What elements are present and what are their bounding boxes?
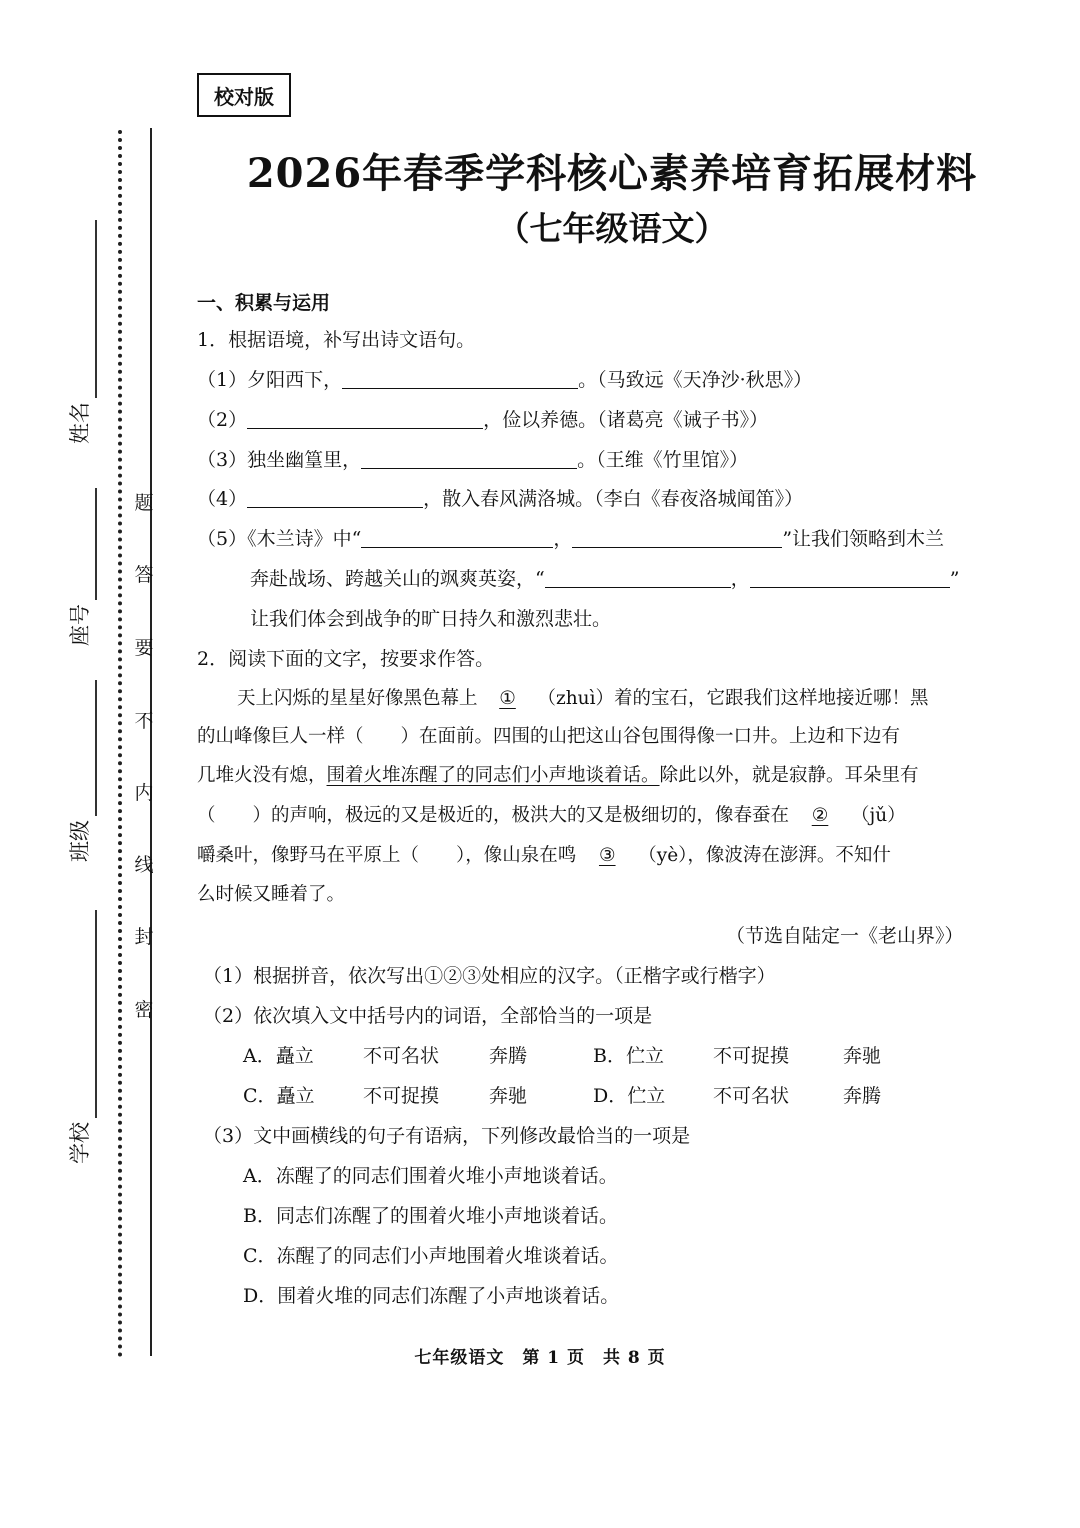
- class-write-line[interactable]: [95, 680, 97, 816]
- sub-2-options-row-1: [243, 1043, 881, 1069]
- seal-char: 不: [134, 710, 154, 732]
- question-1-item-5: [197, 526, 944, 552]
- side-field-name-label: 姓名: [68, 402, 92, 444]
- pinyin-blank-1[interactable]: ①: [499, 688, 516, 709]
- item-text: （2）: [197, 409, 248, 431]
- option-c-label[interactable]: C．矗立: [243, 1085, 315, 1107]
- question-2-sub-3: （3）文中画横线的句子有语病，下列修改最恰当的一项是: [203, 1125, 691, 1147]
- sub-3-option-d[interactable]: D．围着火堆的同志们冻醒了小声地谈着话。: [243, 1285, 620, 1307]
- question-1-item-5-end: 让我们体会到战争的旷日持久和激烈悲壮。: [250, 608, 612, 630]
- sub-3-option-c[interactable]: C．冻醒了的同志们小声地围着火堆谈着话。: [243, 1245, 619, 1267]
- passage-line-1: [237, 686, 929, 712]
- passage-text: 除此以外，就是寂静。耳朵里有: [659, 765, 919, 786]
- item-text: ，散入春风满洛城。（李白《春夜洛城闻笛》）: [423, 488, 804, 510]
- answer-blank[interactable]: [750, 567, 950, 588]
- seal-char: 答: [134, 564, 154, 586]
- seal-char: 密: [134, 999, 154, 1021]
- page-subtitle: （七年级语文）: [496, 209, 728, 248]
- margin-solid-line: [150, 128, 152, 1356]
- item-text: 。（王维《竹里馆》）: [577, 449, 749, 471]
- answer-blank[interactable]: [361, 527, 553, 548]
- sub-3-option-b[interactable]: B．同志们冻醒了的围着火堆小声地谈着话。: [243, 1205, 618, 1227]
- question-1-item-3: [197, 447, 748, 473]
- sub-3-option-a[interactable]: A．冻醒了的同志们围着火堆小声地谈着话。: [243, 1165, 618, 1187]
- option-word: 奔驰: [489, 1085, 528, 1107]
- section-heading: 一、积累与运用: [197, 292, 331, 314]
- passage-text: 天上闪烁的星星好像黑色幕上: [237, 688, 478, 709]
- item-text: ，: [730, 568, 750, 590]
- passage-line-4: [197, 803, 906, 829]
- seal-char: 题: [134, 492, 154, 514]
- answer-blank[interactable]: [342, 368, 578, 389]
- pinyin-blank-2[interactable]: ②: [811, 805, 829, 826]
- passage-line-5: [197, 843, 891, 869]
- question-2-stem: 2．阅读下面的文字，按要求作答。: [197, 648, 495, 670]
- item-text: ”让我们领略到木兰: [782, 528, 945, 550]
- side-field-seat: [58, 604, 108, 646]
- option-word: 奔驰: [843, 1045, 882, 1067]
- answer-blank[interactable]: [545, 567, 731, 588]
- question-2-sub-1: （1）根据拼音，依次写出①②③处相应的汉字。（正楷字或行楷字）: [203, 965, 776, 987]
- question-1-item-4: [197, 486, 803, 512]
- item-text: ，俭以养德。（诸葛亮《诫子书》）: [483, 409, 769, 431]
- side-field-school-label: 学校: [68, 1122, 92, 1164]
- side-field-class: [58, 820, 108, 862]
- page-title: 2026年春季学科核心素养培育拓展材料: [246, 150, 978, 197]
- option-b-label[interactable]: B．伫立: [593, 1045, 664, 1067]
- passage-line-3: [197, 763, 919, 789]
- seal-char: 内: [134, 782, 154, 804]
- item-text: ，: [553, 528, 573, 550]
- side-field-name: [58, 402, 108, 444]
- seal-char: 要: [134, 637, 154, 659]
- answer-blank[interactable]: [247, 408, 483, 429]
- page-footer: 七年级语文 第 1 页 共 8 页: [414, 1348, 666, 1368]
- option-word: 不可名状: [713, 1085, 790, 1107]
- answer-blank[interactable]: [572, 527, 782, 548]
- underlined-sentence: 围着火堆冻醒了的同志们小声地谈着话。: [326, 765, 660, 786]
- side-field-seat-label: 座号: [68, 604, 92, 646]
- passage-line-2: 的山峰像巨人一样（ ）在面前。四围的山把这山谷包围得像一口井。上边和下边有: [197, 726, 901, 747]
- option-word: 奔腾: [489, 1045, 528, 1067]
- item-text: （1）夕阳西下，: [197, 369, 343, 391]
- answer-blank[interactable]: [361, 448, 577, 469]
- seat-write-line[interactable]: [95, 488, 97, 600]
- item-text: （5）《木兰诗》中“: [197, 528, 362, 550]
- option-a-label[interactable]: A．矗立: [243, 1045, 314, 1067]
- item-text: （4）: [197, 488, 248, 510]
- option-word: 不可捉摸: [363, 1085, 440, 1107]
- side-field-school: [58, 1122, 108, 1164]
- school-write-line[interactable]: [95, 910, 97, 1118]
- item-text: （3）独坐幽篁里，: [197, 449, 362, 471]
- question-1-stem: 1．根据语境，补写出诗文语句。: [197, 329, 476, 351]
- passage-text: （ ）的声响，极远的又是极近的，极洪大的又是极细切的，像春蚕在: [197, 805, 790, 826]
- pinyin-blank-3[interactable]: ③: [598, 845, 616, 866]
- name-write-line[interactable]: [95, 220, 97, 398]
- item-text: 奔赴战场、跨越关山的飒爽英姿，“: [250, 568, 545, 590]
- item-text: 。（马致远《天净沙·秋思》）: [578, 369, 813, 391]
- margin-dotted-line: [118, 130, 122, 1358]
- question-2-sub-2: （2）依次填入文中括号内的词语，全部恰当的一项是: [203, 1005, 653, 1027]
- passage-text: （zhuì）着的宝石，它跟我们这样地接近哪！黑: [537, 688, 929, 709]
- option-d-label[interactable]: D．伫立: [593, 1085, 666, 1107]
- passage-text: 嚼桑叶，像野马在平原上（ ），像山泉在鸣: [197, 845, 577, 866]
- option-word: 不可捉摸: [713, 1045, 790, 1067]
- answer-blank[interactable]: [247, 487, 423, 508]
- question-1-item-1: [197, 367, 812, 393]
- option-word: 不可名状: [363, 1045, 440, 1067]
- seal-char: 线: [134, 854, 154, 876]
- passage-line-6: 么时候又睡着了。: [197, 884, 346, 905]
- passage-text: （jǔ）: [851, 805, 906, 826]
- question-1-item-5-cont: [250, 566, 959, 592]
- seal-char: 封: [134, 926, 154, 948]
- question-1-item-2: [197, 407, 768, 433]
- passage-source: （节选自陆定一《老山界》）: [726, 925, 964, 947]
- side-field-class-label: 班级: [68, 820, 92, 862]
- proof-version-badge: 校对版: [197, 73, 291, 117]
- sub-2-options-row-2: [243, 1083, 881, 1109]
- passage-text: 几堆火没有熄，: [197, 765, 327, 786]
- option-word: 奔腾: [843, 1085, 882, 1107]
- item-text: ”: [949, 568, 960, 590]
- passage-text: （yè），像波涛在澎湃。不知什: [638, 845, 891, 866]
